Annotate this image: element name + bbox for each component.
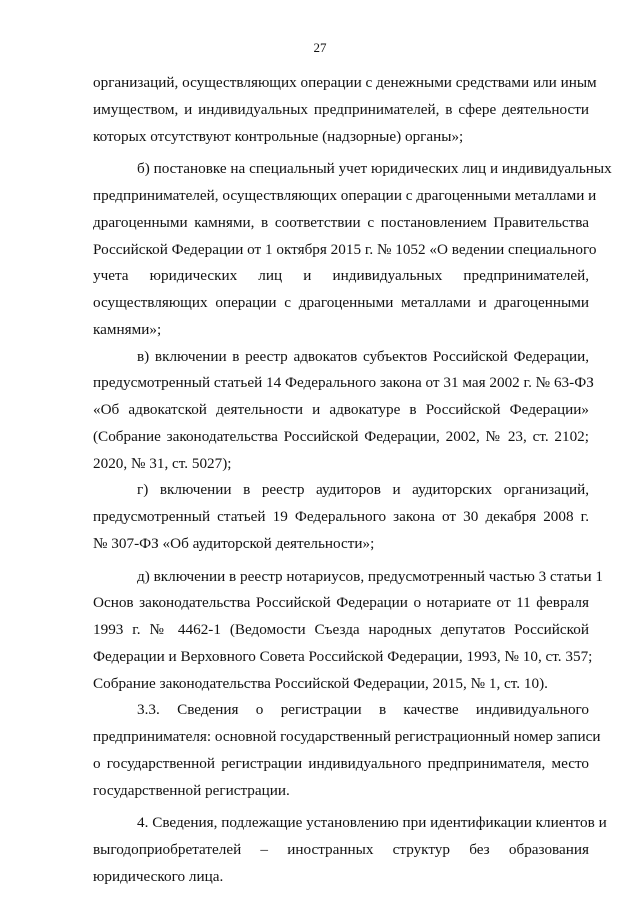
- text-line: о государственной регистрации индивидуального предпринимателя, место: [93, 754, 589, 772]
- text-line: юридического лица.: [93, 867, 224, 885]
- text-line: 4. Сведения, подлежащие установлению при идентификации клиентов и: [137, 814, 607, 832]
- text-line: которых отсутствуют контрольные (надзорные) органы»;: [93, 127, 464, 145]
- text-line: г) включении в реестр аудиторов и аудиторских организаций,: [137, 481, 589, 499]
- text-line: предусмотренный статьей 14 Федерального закона от 31 мая 2002 г. № 63-ФЗ: [93, 374, 594, 392]
- text-line: осуществляющих операции с драгоценными металлами и драгоценными: [93, 294, 589, 311]
- text-line: № 307-ФЗ «Об аудиторской деятельности»;: [93, 534, 375, 552]
- text-line: д) включении в реестр нотариусов, предусмотренный частью 3 статьи 1: [137, 567, 603, 585]
- text-line: государственной регистрации.: [93, 781, 290, 799]
- page-number: 27: [313, 40, 327, 55]
- text-line: 2020, № 31, ст. 5027);: [93, 454, 232, 472]
- text-line: «Об адвокатской деятельности и адвокатуре в Российской Федерации»: [93, 401, 589, 418]
- text-line: б) постановке на специальный учет юридических лиц и индивидуальных: [137, 160, 612, 178]
- text-line: 1993 г. № 4462-1 (Ведомости Съезда народных депутатов Российской: [93, 621, 589, 638]
- text-line: учета юридических лиц и индивидуальных предпринимателей,: [93, 267, 589, 285]
- text-line: Основ законодательства Российской Федерации о нотариате от 11 февраля: [93, 594, 589, 612]
- text-line: выгодоприобретателей – иностранных структур без образования: [93, 841, 589, 858]
- text-line: 3.3. Сведения о регистрации в качестве индивидуального: [137, 701, 589, 719]
- text-line: камнями»;: [93, 320, 162, 338]
- text-line: имуществом, и индивидуальных предпринимателей, в сфере деятельности: [93, 100, 589, 118]
- text-line: Российской Федерации от 1 октября 2015 г. № 1052 «О ведении специального: [93, 240, 597, 258]
- text-line: организаций, осуществляющих операции с денежными средствами или иным: [93, 74, 597, 91]
- text-line: Собрание законодательства Российской Федерации, 2015, № 1, ст. 10).: [93, 674, 548, 692]
- text-line: драгоценными камнями, в соответствии с постановлением Правительства: [93, 213, 589, 231]
- text-line: предпринимателей, осуществляющих операции с драгоценными металлами и: [93, 187, 597, 204]
- text-line: предусмотренный статьей 19 Федерального закона от 30 декабря 2008 г.: [93, 508, 589, 525]
- text-line: (Собрание законодательства Российской Федерации, 2002, № 23, ст. 2102;: [93, 427, 589, 445]
- text-line: предпринимателя: основной государственный регистрационный номер записи: [93, 728, 601, 745]
- document-body: [93, 70, 612, 891]
- text-line: Федерации и Верховного Совета Российской Федерации, 1993, № 10, ст. 357;: [93, 647, 593, 665]
- text-line: в) включении в реестр адвокатов субъектов Российской Федерации,: [137, 347, 589, 365]
